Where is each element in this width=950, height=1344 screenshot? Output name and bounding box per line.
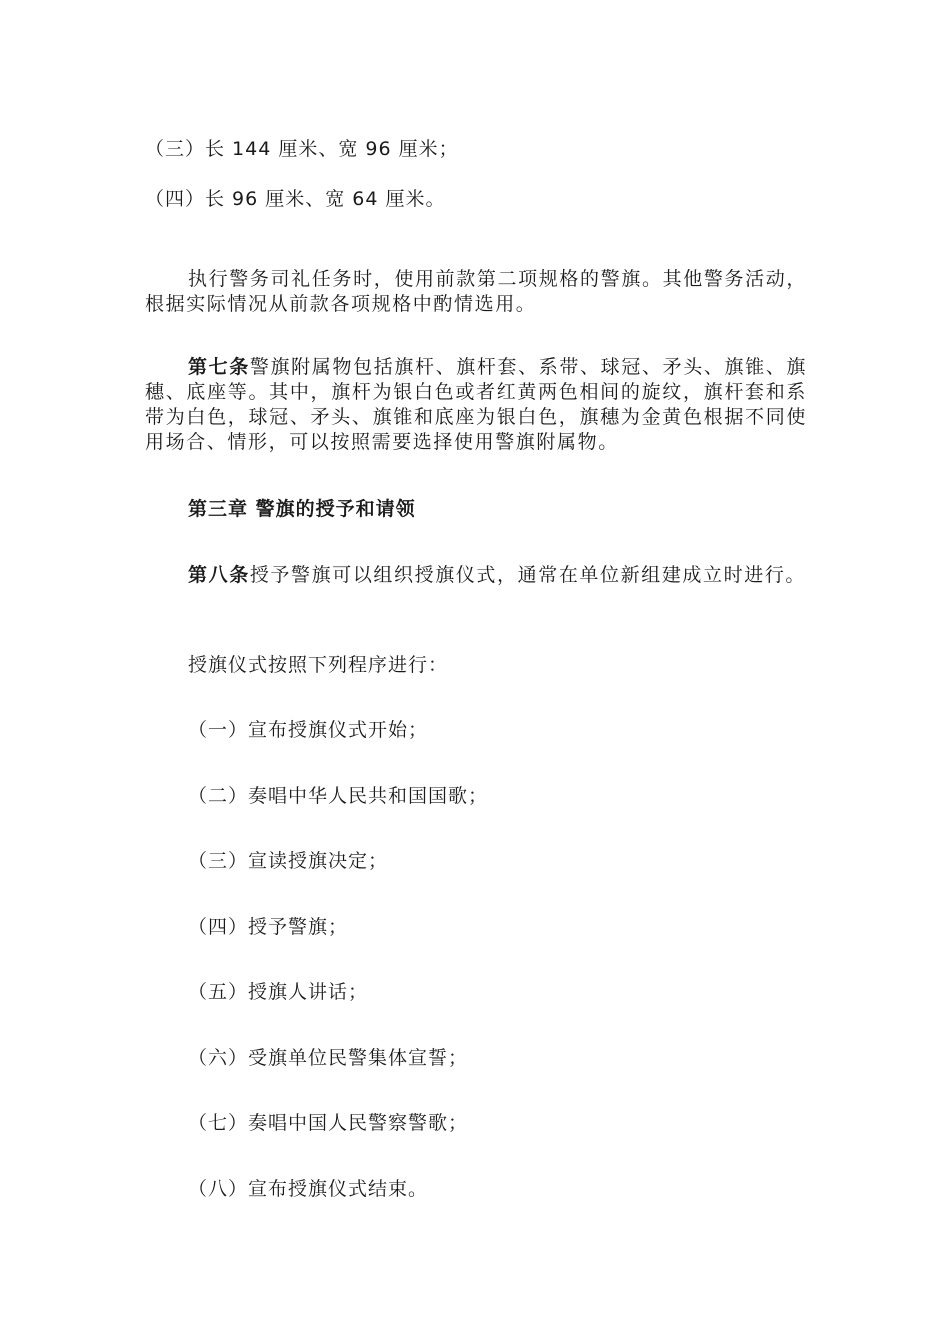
chapter-3-heading: 第三章 警旗的授予和请领	[188, 498, 416, 520]
article-7-paragraph	[145, 355, 807, 455]
procedure-step-7: （七）奏唱中国人民警察警歌；	[188, 1112, 469, 1134]
spec-item-3: （三）长 144 厘米、宽 96 厘米；	[145, 138, 459, 160]
procedure-intro: 授旗仪式按照下列程序进行：	[188, 654, 449, 676]
article-8-paragraph	[145, 563, 807, 588]
article-7-heading: 第七条	[188, 356, 250, 378]
procedure-step-6: （六）受旗单位民警集体宣誓；	[188, 1047, 469, 1069]
article-8-heading: 第八条	[188, 564, 250, 586]
procedure-step-5: （五）授旗人讲话；	[188, 981, 369, 1003]
article-8-body: 授予警旗可以组织授旗仪式，通常在单位新组建成立时进行。	[249, 564, 807, 586]
article-7-body: 警旗附属物包括旗杆、旗杆套、系带、球冠、矛头、旗锥、旗穗、底座等。其中，旗杆为银白色或者红黄两色相间的旋纹，旗杆套和系带为白色，球冠、矛头、旗锥和底座为银白色，旗穗为金黄色根据不同使用场合、情形，可以按照需要选择使用警旗附属物。	[145, 356, 807, 453]
usage-paragraph: 执行警务司礼任务时，使用前款第二项规格的警旗。其他警务活动，根据实际情况从前款各项规格中酌情选用。	[145, 268, 807, 315]
spec-item-4: （四）长 96 厘米、宽 64 厘米。	[145, 188, 446, 210]
procedure-step-1: （一）宣布授旗仪式开始；	[188, 719, 429, 741]
procedure-step-3: （三）宣读授旗决定；	[188, 850, 389, 872]
procedure-step-2: （二）奏唱中华人民共和国国歌；	[188, 785, 489, 807]
procedure-step-8: （八）宣布授旗仪式结束。	[188, 1178, 429, 1200]
procedure-step-4: （四）授予警旗；	[188, 916, 349, 938]
